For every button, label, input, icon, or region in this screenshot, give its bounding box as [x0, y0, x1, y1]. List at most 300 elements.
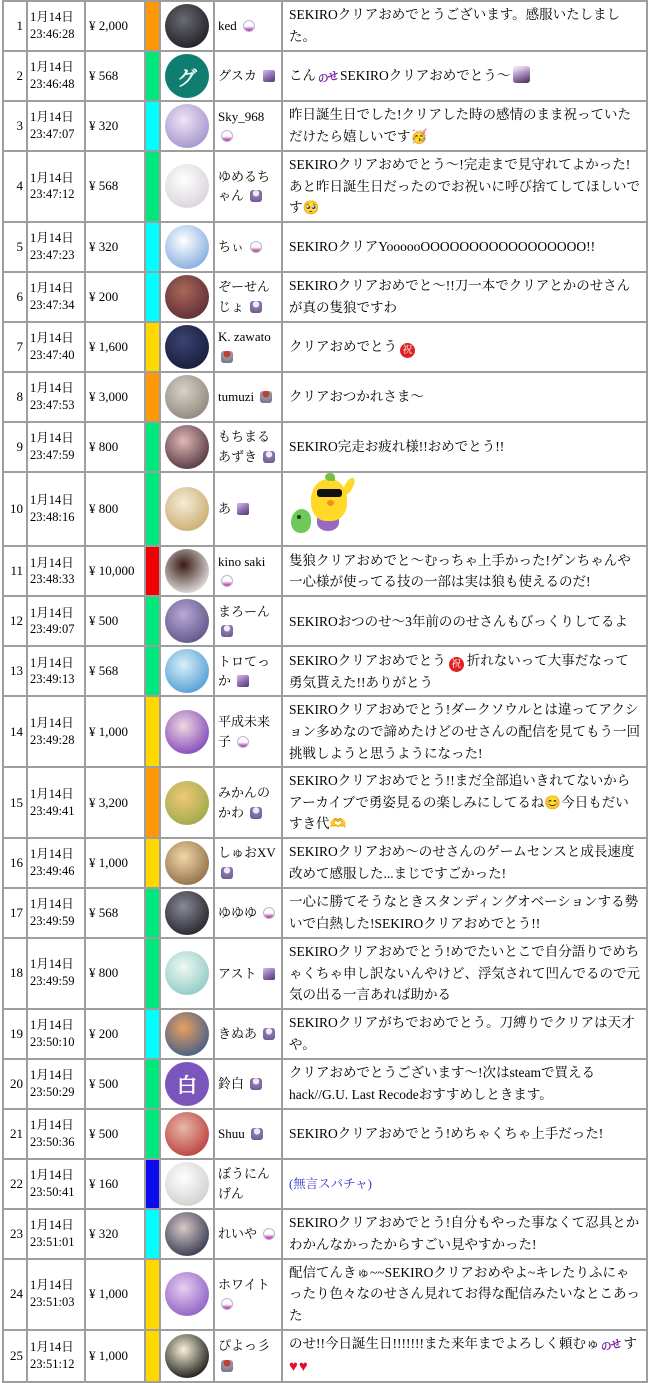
message: SEKIROクリアおめでとう〜!完走まで見守れてよかった!あと昨日誕生日だったのでお祝いに呼び捨てしてほしいです🥺	[282, 151, 647, 222]
timestamp-time: 23:49:13	[30, 672, 75, 687]
timestamp	[27, 472, 85, 547]
avatar	[165, 841, 209, 885]
tier-color-bar	[145, 1059, 160, 1109]
username: れいや	[218, 1225, 258, 1241]
anime-face-emote-icon	[513, 66, 530, 83]
username-cell	[214, 322, 282, 372]
tier-color-bar	[145, 272, 160, 322]
avatar	[165, 54, 209, 98]
message	[282, 472, 647, 547]
timestamp-date: 1月14日	[30, 493, 74, 508]
member-badge-icon	[250, 241, 262, 253]
row-number: 24	[3, 1259, 27, 1330]
username: あ	[218, 501, 232, 517]
member-badge-icon	[250, 1078, 262, 1090]
amount: ¥ 1,000	[85, 1330, 145, 1383]
timestamp	[27, 1209, 85, 1259]
member-badge-icon	[221, 625, 233, 637]
username-cell	[214, 938, 282, 1009]
message: 隻狼クリアおめでと〜むっちゃ上手かった!ゲンちゃんや一心様が使ってる技の一部は実は狼も使えるのだ!	[282, 546, 647, 596]
timestamp-time: 23:49:28	[30, 732, 75, 747]
avatar	[165, 1012, 209, 1056]
hearts-icon: ♥♥	[289, 1359, 309, 1376]
message: 配信てんきゅ~~SEKIROクリアおめやよ~キレたりふにゃったり色々なのせさん見れてお得な配信みたいなとこあった	[282, 1259, 647, 1330]
superchat-table-body	[3, 1, 647, 1382]
tier-color-bar	[145, 1330, 160, 1383]
timestamp-time: 23:49:59	[30, 913, 75, 928]
timestamp-time: 23:51:01	[30, 1234, 75, 1249]
tier-color-bar	[145, 767, 160, 838]
amount: ¥ 500	[85, 1109, 145, 1159]
tier-color-bar	[145, 696, 160, 767]
row-number: 6	[3, 272, 27, 322]
timestamp-time: 23:50:29	[30, 1084, 75, 1099]
username-cell	[214, 596, 282, 646]
amount: ¥ 160	[85, 1159, 145, 1209]
congratulations-stamp-icon: 祝	[400, 343, 415, 358]
row-number: 23	[3, 1209, 27, 1259]
avatar	[165, 951, 209, 995]
avatar-letter: 白	[177, 1075, 197, 1098]
row-number: 10	[3, 472, 27, 547]
row-number: 19	[3, 1009, 27, 1059]
tier-color-bar	[145, 222, 160, 272]
row-number: 11	[3, 546, 27, 596]
timestamp-date: 1月14日	[30, 655, 74, 670]
timestamp-time: 23:51:12	[30, 1356, 75, 1371]
amount: ¥ 1,000	[85, 696, 145, 767]
username: アスト	[218, 965, 257, 981]
avatar-cell	[160, 422, 214, 472]
username-cell	[214, 1109, 282, 1159]
username: ゆめるちゃん	[218, 168, 271, 204]
amount: ¥ 800	[85, 422, 145, 472]
username: ぞーせんじょ	[218, 279, 271, 314]
tier-color-bar	[145, 1209, 160, 1259]
tier-color-bar	[145, 546, 160, 596]
username-cell	[214, 472, 282, 547]
amount: ¥ 500	[85, 596, 145, 646]
timestamp-time: 23:48:16	[30, 510, 75, 525]
amount: ¥ 800	[85, 472, 145, 547]
message: SEKIROクリアおめでと〜!!刀一本でクリアとかのせさんが真の隻狼ですわ	[282, 272, 647, 322]
timestamp	[27, 696, 85, 767]
avatar	[165, 781, 209, 825]
message: SEKIROクリアおめでとうございます。感服いたしました。	[282, 1, 647, 51]
username-cell	[214, 1159, 282, 1209]
avatar-cell	[160, 1259, 214, 1330]
member-badge-icon	[263, 1028, 275, 1040]
avatar	[165, 1334, 209, 1378]
username-cell	[214, 1, 282, 51]
row-number: 7	[3, 322, 27, 372]
table-row	[3, 1209, 647, 1259]
avatar-cell	[160, 1009, 214, 1059]
amount: ¥ 568	[85, 151, 145, 222]
avatar-cell	[160, 546, 214, 596]
member-badge-icon	[263, 70, 275, 82]
tier-color-bar	[145, 1259, 160, 1330]
message: SEKIROクリアおめでとう!めでたいとこで自分語りでめちゃくちゃ申し訳ないんやけど、浮気されて凹んでるので元気の出る一言あれば助かる	[282, 938, 647, 1009]
username: 平成未来子	[218, 714, 271, 749]
table-row	[3, 51, 647, 101]
amount: ¥ 500	[85, 1059, 145, 1109]
timestamp-time: 23:49:46	[30, 863, 75, 878]
timestamp-time: 23:46:28	[30, 27, 75, 41]
timestamp	[27, 1109, 85, 1159]
congratulations-stamp-icon: 祝	[449, 657, 464, 672]
avatar-cell	[160, 222, 214, 272]
avatar-cell	[160, 1109, 214, 1159]
member-badge-icon	[221, 575, 233, 587]
timestamp	[27, 546, 85, 596]
amount: ¥ 1,000	[85, 1259, 145, 1330]
username-cell	[214, 888, 282, 938]
timestamp-time: 23:50:41	[30, 1184, 75, 1199]
row-number: 12	[3, 596, 27, 646]
avatar	[165, 1162, 209, 1206]
timestamp	[27, 1, 85, 51]
amount: ¥ 568	[85, 888, 145, 938]
avatar-cell	[160, 1, 214, 51]
tier-color-bar	[145, 938, 160, 1009]
timestamp-date: 1月14日	[30, 1217, 74, 1232]
timestamp-time: 23:48:33	[30, 572, 75, 587]
avatar	[165, 375, 209, 419]
member-badge-icon	[237, 503, 249, 515]
username-cell	[214, 101, 282, 151]
username-cell	[214, 151, 282, 222]
message: SEKIRO完走お疲れ様!!おめでとう!!	[282, 422, 647, 472]
username: トロてっか	[218, 653, 271, 689]
timestamp	[27, 1009, 85, 1059]
timestamp-date: 1月14日	[30, 1117, 74, 1132]
username-cell	[214, 1259, 282, 1330]
member-badge-icon	[251, 1128, 263, 1140]
table-row	[3, 472, 647, 547]
username-cell	[214, 546, 282, 596]
row-number: 25	[3, 1330, 27, 1383]
member-badge-icon	[260, 391, 272, 403]
row-number: 3	[3, 101, 27, 151]
username: K. zawato	[218, 329, 271, 345]
timestamp-time: 23:47:12	[30, 187, 75, 202]
username: ちぃ	[218, 239, 245, 255]
nose-custom-emote-icon: のせ	[316, 69, 339, 86]
username-cell	[214, 422, 282, 472]
avatar	[165, 425, 209, 469]
timestamp-time: 23:49:07	[30, 622, 75, 637]
row-number: 20	[3, 1059, 27, 1109]
amount: ¥ 800	[85, 938, 145, 1009]
avatar-cell	[160, 272, 214, 322]
timestamp	[27, 888, 85, 938]
username: グスカ	[218, 68, 257, 84]
avatar	[165, 4, 209, 48]
amount: ¥ 568	[85, 646, 145, 696]
timestamp-date: 1月14日	[30, 1017, 74, 1032]
amount: ¥ 3,000	[85, 372, 145, 422]
member-badge-icon	[263, 968, 275, 980]
timestamp-date: 1月14日	[30, 330, 74, 345]
username-cell	[214, 372, 282, 422]
username: まろーん	[218, 603, 271, 619]
row-number: 9	[3, 422, 27, 472]
avatar	[165, 104, 209, 148]
username-cell	[214, 51, 282, 101]
avatar-cell	[160, 151, 214, 222]
amount: ¥ 568	[85, 51, 145, 101]
table-row	[3, 322, 647, 372]
member-badge-icon	[221, 867, 233, 879]
table-row	[3, 767, 647, 838]
member-badge-icon	[221, 130, 233, 142]
avatar	[165, 649, 209, 693]
avatar-cell	[160, 596, 214, 646]
timestamp	[27, 322, 85, 372]
username-cell	[214, 1209, 282, 1259]
table-row	[3, 1009, 647, 1059]
row-number: 15	[3, 767, 27, 838]
username-cell	[214, 272, 282, 322]
amount: ¥ 2,000	[85, 1, 145, 51]
username-cell	[214, 222, 282, 272]
username: ホワイト	[218, 1276, 270, 1292]
table-row	[3, 222, 647, 272]
timestamp-date: 1月14日	[30, 10, 74, 25]
timestamp-time: 23:47:34	[30, 297, 75, 312]
timestamp	[27, 838, 85, 888]
avatar-cell	[160, 1059, 214, 1109]
timestamp	[27, 938, 85, 1009]
table-row	[3, 151, 647, 222]
username: kino saki	[218, 553, 266, 569]
message: SEKIROクリアおめでとう!ダークソウルとは違ってアクション多めなので諦めたけどのせさんの配信を見てもう一回挑戦しようと思うようになった!	[282, 696, 647, 767]
avatar-cell	[160, 51, 214, 101]
timestamp-time: 23:47:59	[30, 447, 75, 462]
username: もちまるあずき	[218, 429, 271, 464]
nose-custom-emote-icon: のせ	[600, 1337, 623, 1354]
timestamp-date: 1月14日	[30, 60, 74, 75]
member-badge-icon	[250, 807, 262, 819]
table-row	[3, 422, 647, 472]
table-row	[3, 596, 647, 646]
row-number: 8	[3, 372, 27, 422]
message: 昨日誕生日でした!クリアした時の感情のまま祝っていただけたら嬉しいです🥳	[282, 101, 647, 151]
tier-color-bar	[145, 101, 160, 151]
timestamp-date: 1月14日	[30, 897, 74, 912]
timestamp	[27, 372, 85, 422]
member-badge-icon	[243, 20, 255, 32]
avatar	[165, 891, 209, 935]
username: Shuu	[218, 1125, 245, 1141]
timestamp-date: 1月14日	[30, 1167, 74, 1182]
tier-color-bar	[145, 1159, 160, 1209]
table-row	[3, 696, 647, 767]
row-number: 14	[3, 696, 27, 767]
avatar	[165, 1212, 209, 1256]
message: SEKIROクリアおめでとう!!まだ全部追いきれてないからアーカイブで勇姿見るの楽しみにしてるね😊今日もだいすき代🫶	[282, 767, 647, 838]
member-badge-icon	[221, 1360, 233, 1372]
timestamp-time: 23:46:48	[30, 77, 75, 91]
timestamp-date: 1月14日	[30, 957, 74, 972]
avatar-cell	[160, 646, 214, 696]
timestamp-date: 1月14日	[30, 715, 74, 730]
message: クリアおつかれさま〜	[282, 372, 647, 422]
member-badge-icon	[263, 1228, 275, 1240]
username: ked	[218, 18, 237, 34]
row-number: 13	[3, 646, 27, 696]
timestamp-time: 23:50:36	[30, 1134, 75, 1149]
timestamp	[27, 1259, 85, 1330]
username: ぼうにんげん	[218, 1166, 271, 1201]
message: 一心に勝てそうなときスタンディングオベーションする勢いで白熱した!SEKIROクリアおめでとう!!	[282, 888, 647, 938]
timestamp-date: 1月14日	[30, 110, 74, 125]
amount: ¥ 320	[85, 101, 145, 151]
table-row	[3, 546, 647, 596]
avatar	[165, 549, 209, 593]
superchat-table	[2, 0, 648, 1383]
timestamp-date: 1月14日	[30, 280, 74, 295]
timestamp	[27, 1159, 85, 1209]
table-row	[3, 1259, 647, 1330]
username: ゆゆゆ	[218, 905, 258, 921]
timestamp-date: 1月14日	[30, 786, 74, 801]
avatar-cell	[160, 322, 214, 372]
tier-color-bar	[145, 596, 160, 646]
timestamp-date: 1月14日	[30, 847, 74, 862]
username-cell	[214, 838, 282, 888]
timestamp-time: 23:47:23	[30, 247, 75, 262]
avatar-cell	[160, 767, 214, 838]
message: クリアおめでとうございます〜!次はsteamで買えるhack//G.U. Last Recodeおすすめしときます。	[282, 1059, 647, 1109]
muted-superchat-label: (無言スパチャ)	[289, 1176, 372, 1191]
row-number: 2	[3, 51, 27, 101]
timestamp-date: 1月14日	[30, 170, 74, 185]
timestamp	[27, 422, 85, 472]
tier-color-bar	[145, 151, 160, 222]
timestamp-date: 1月14日	[30, 1339, 74, 1354]
timestamp	[27, 272, 85, 322]
tier-color-bar	[145, 422, 160, 472]
row-number: 21	[3, 1109, 27, 1159]
username-cell	[214, 696, 282, 767]
avatar-cell	[160, 838, 214, 888]
row-number: 16	[3, 838, 27, 888]
avatar-cell	[160, 1159, 214, 1209]
username-cell	[214, 767, 282, 838]
timestamp-date: 1月14日	[30, 430, 74, 445]
timestamp	[27, 1059, 85, 1109]
table-row	[3, 1109, 647, 1159]
member-badge-icon	[221, 1298, 233, 1310]
username-cell	[214, 646, 282, 696]
timestamp	[27, 151, 85, 222]
timestamp	[27, 222, 85, 272]
avatar-cell	[160, 1209, 214, 1259]
table-row	[3, 1059, 647, 1109]
message: SEKIROおつのせ〜3年前ののせさんもびっくりしてるよ	[282, 596, 647, 646]
tier-color-bar	[145, 51, 160, 101]
avatar	[165, 1112, 209, 1156]
message: SEKIROクリアYoooooOOOOOOOOOOOOOOOOO!!	[282, 222, 647, 272]
avatar-cell	[160, 101, 214, 151]
table-row	[3, 272, 647, 322]
amount: ¥ 3,200	[85, 767, 145, 838]
row-number: 17	[3, 888, 27, 938]
timestamp-time: 23:49:59	[30, 974, 75, 989]
member-badge-icon	[237, 675, 249, 687]
username-cell	[214, 1330, 282, 1383]
tier-color-bar	[145, 838, 160, 888]
message: クリアおめでとう 祝	[282, 322, 647, 372]
username: tumuzi	[218, 389, 255, 405]
amount: ¥ 320	[85, 1209, 145, 1259]
avatar-cell	[160, 888, 214, 938]
amount: ¥ 1,600	[85, 322, 145, 372]
table-row	[3, 646, 647, 696]
message: SEKIROクリアおめでとう 祝 折れないって大事だなって勇気貰えた!!ありがとう	[282, 646, 647, 696]
username: 鈴白	[218, 1075, 245, 1091]
message	[282, 1159, 647, 1209]
message: SEKIROクリアおめでとう!自分もやった事なくて忍具とかわかんなかったからすごい見やすかった!	[282, 1209, 647, 1259]
message: SEKIROクリアがちでおめでとう。刀縛りでクリアは天才や。	[282, 1009, 647, 1059]
timestamp	[27, 596, 85, 646]
tier-color-bar	[145, 888, 160, 938]
member-badge-icon	[263, 907, 275, 919]
row-number: 18	[3, 938, 27, 1009]
message: こんのせSEKIROクリアおめでとう〜	[282, 51, 647, 101]
username-cell	[214, 1059, 282, 1109]
amount: ¥ 200	[85, 272, 145, 322]
avatar-cell	[160, 938, 214, 1009]
timestamp	[27, 51, 85, 101]
message: SEKIROクリアおめ〜のせさんのゲームセンスと成長速度改めて感服した...まじですごかった!	[282, 838, 647, 888]
tier-color-bar	[145, 646, 160, 696]
member-badge-icon	[237, 736, 249, 748]
timestamp-time: 23:47:53	[30, 397, 75, 412]
yellow-bird-sticker-icon	[289, 475, 369, 537]
timestamp-time: 23:51:03	[30, 1295, 75, 1310]
member-badge-icon	[263, 451, 275, 463]
amount: ¥ 320	[85, 222, 145, 272]
table-row	[3, 1330, 647, 1383]
table-row	[3, 1159, 647, 1209]
table-row	[3, 101, 647, 151]
table-row	[3, 838, 647, 888]
timestamp-date: 1月14日	[30, 1067, 74, 1082]
username: ぴよっ彡	[218, 1338, 271, 1354]
table-row	[3, 888, 647, 938]
row-number: 5	[3, 222, 27, 272]
avatar	[165, 275, 209, 319]
username: きぬあ	[218, 1025, 258, 1041]
tier-color-bar	[145, 1109, 160, 1159]
avatar-cell	[160, 372, 214, 422]
tier-color-bar	[145, 322, 160, 372]
username-cell	[214, 1009, 282, 1059]
timestamp	[27, 1330, 85, 1383]
row-number: 1	[3, 1, 27, 51]
avatar-cell	[160, 696, 214, 767]
timestamp-date: 1月14日	[30, 230, 74, 245]
tier-color-bar	[145, 1009, 160, 1059]
member-badge-icon	[250, 301, 262, 313]
timestamp	[27, 646, 85, 696]
tier-color-bar	[145, 372, 160, 422]
member-badge-icon	[250, 190, 262, 202]
timestamp-date: 1月14日	[30, 555, 74, 570]
